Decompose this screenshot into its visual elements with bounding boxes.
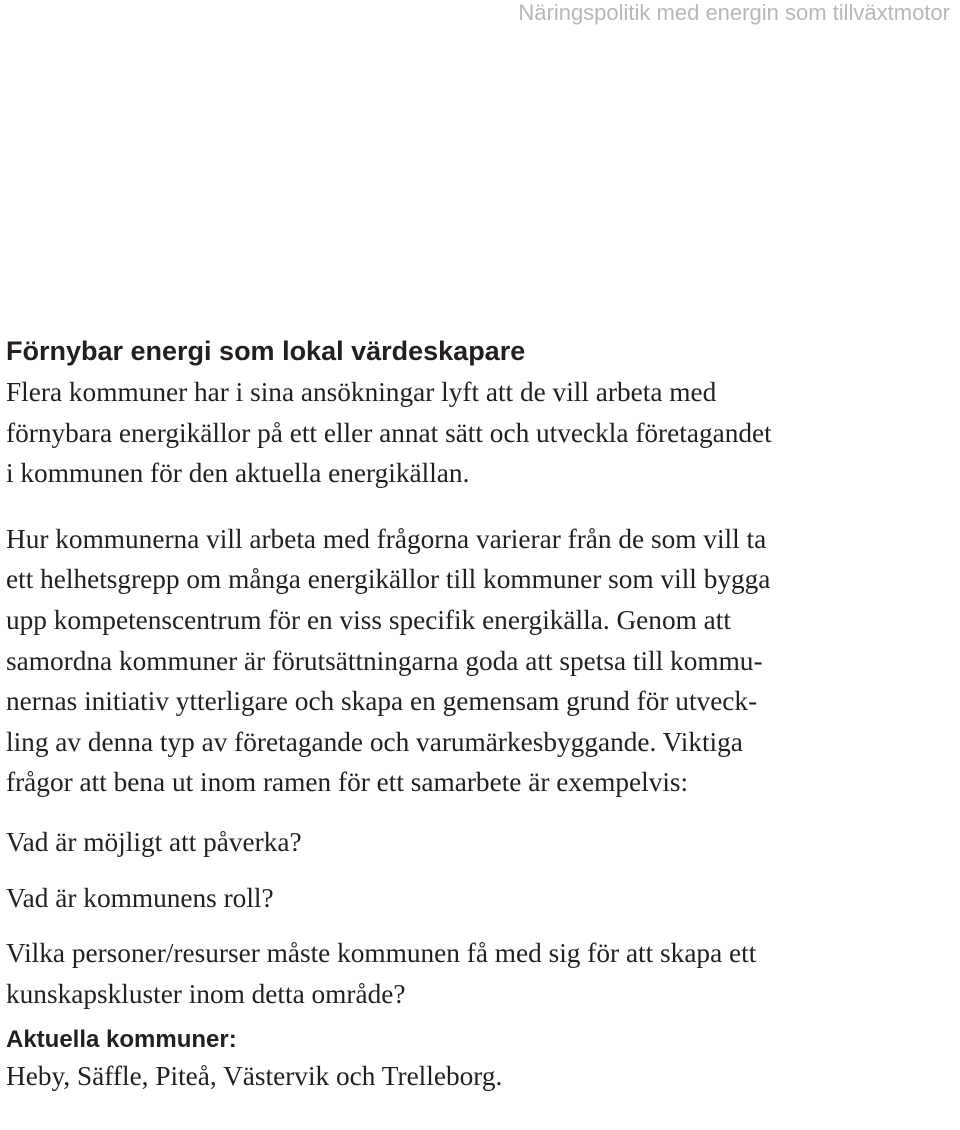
section-content	[6, 331, 952, 1097]
text-line: Flera kommuner har i sina ansökningar lyft att de vill arbeta med	[6, 377, 717, 407]
running-header: Näringspolitik med energin som tillväxtmotor	[518, 0, 950, 25]
text-line: Vilka personer/resurser måste kommunen få med sig för att skapa ett	[6, 938, 757, 969]
text-line: upp kompetenscentrum för en viss specifik energikälla. Genom att	[6, 604, 731, 635]
question-influence: Vad är möjligt att påverka?	[6, 826, 302, 857]
text-line: ett helhetsgrepp om många energikällor till kommuner som vill bygga	[6, 564, 771, 595]
question-resources	[6, 933, 952, 1014]
text-line: ling av denna typ av företagande och varumärkesbyggande. Viktiga	[6, 726, 743, 757]
intro-paragraph	[6, 372, 952, 494]
question-municipality-role: Vad är kommunens roll?	[6, 882, 274, 913]
text-line: i kommunen för den aktuella energikällan.	[6, 458, 470, 489]
text-line: nernas initiativ ytterligare och skapa en gemensam grund för utveck-	[6, 686, 758, 717]
body-paragraph	[6, 519, 952, 803]
municipalities-heading: Aktuella kommuner:	[6, 1026, 237, 1054]
text-line: Hur kommunerna vill arbeta med frågorna varierar från de som vill ta	[6, 523, 767, 554]
text-line: samordna kommuner är förutsättningarna goda att spetsa till kommu-	[6, 645, 763, 676]
text-line: kunskapskluster inom detta område?	[6, 978, 406, 1009]
text-line: frågor att bena ut inom ramen för ett samarbete är exempelvis:	[6, 767, 689, 798]
section-heading: Förnybar energi som lokal värdeskapare	[6, 336, 526, 366]
text-line: förnybara energikällor på ett eller annat sätt och utveckla företagandet	[6, 417, 772, 448]
municipalities-list: Heby, Säffle, Piteå, Västervik och Trelleborg.	[6, 1061, 503, 1092]
